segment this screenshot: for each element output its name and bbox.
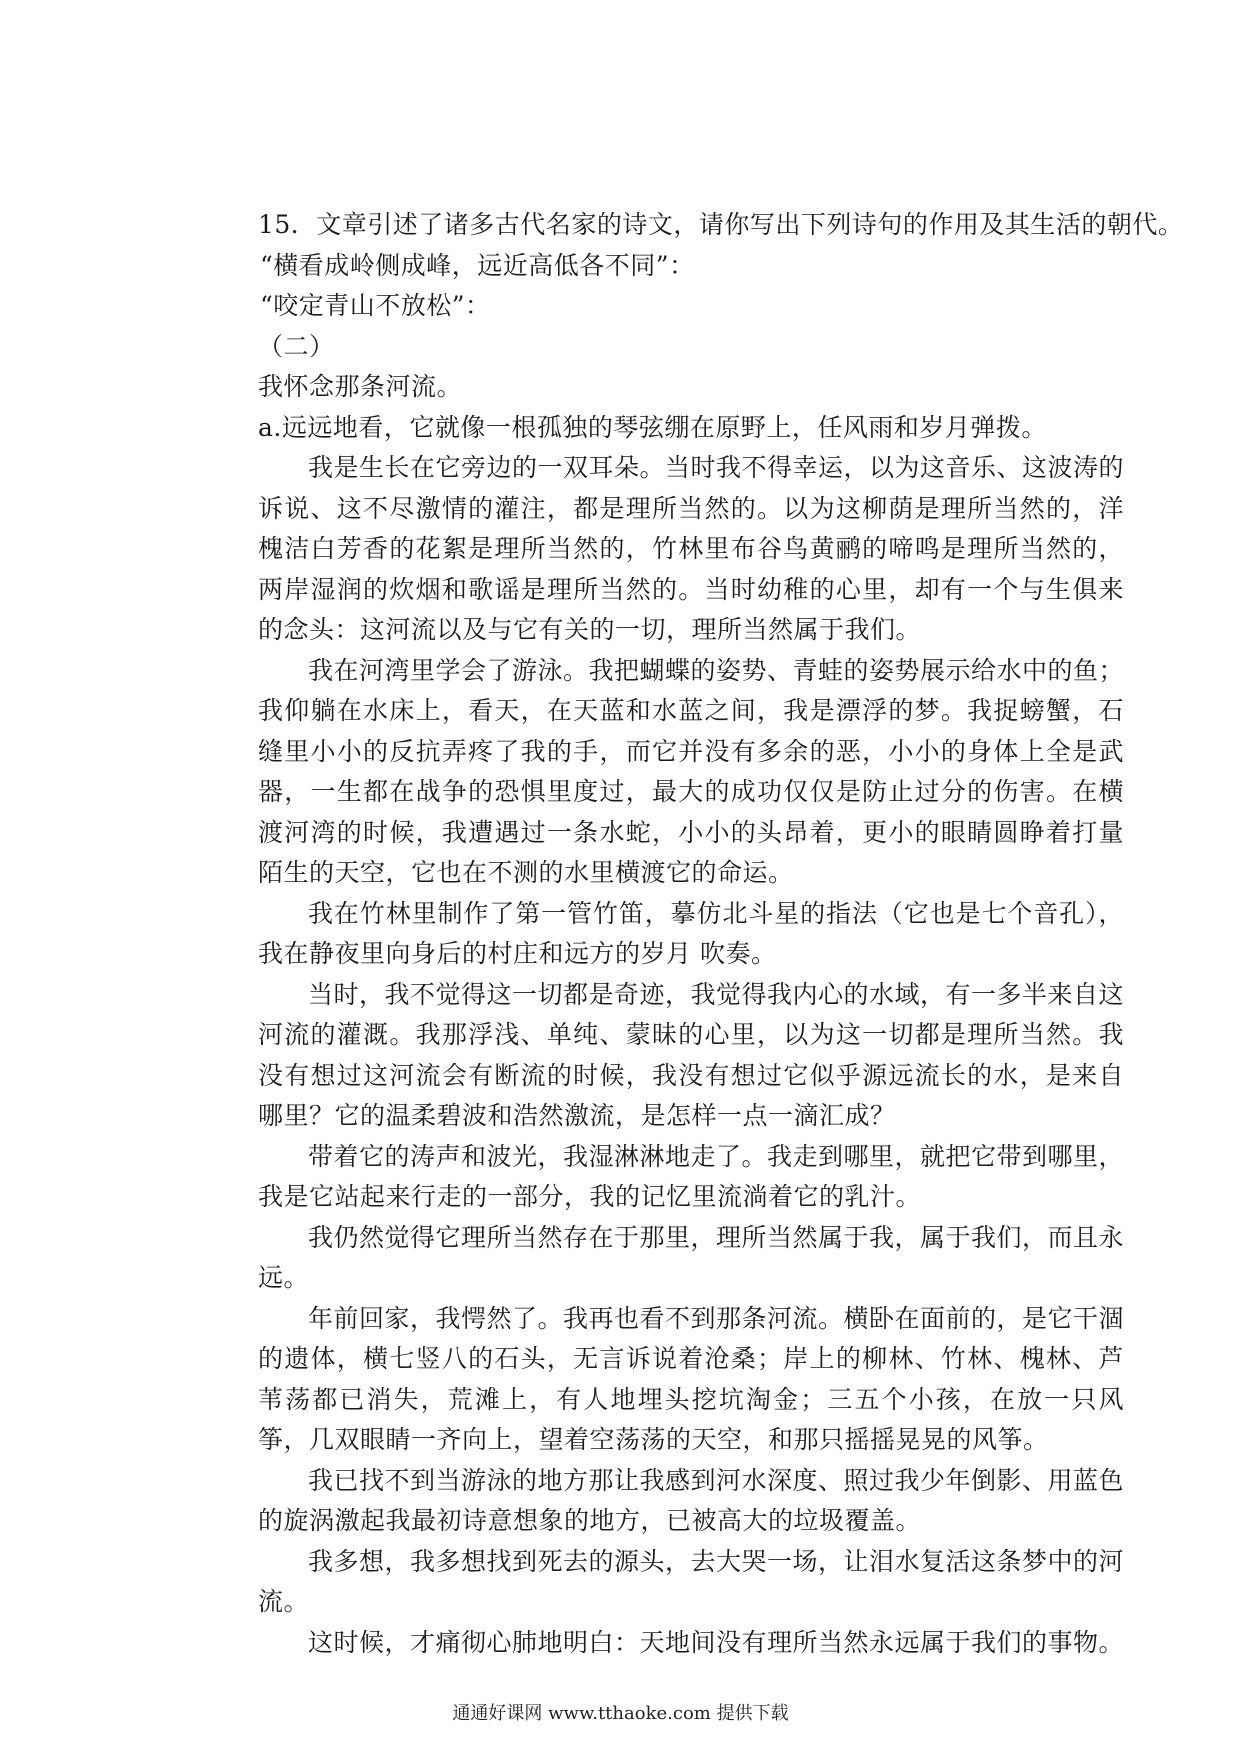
paragraph-2: 我是生长在它旁边的一双耳朵。当时我不得幸运，以为这音乐、这波涛的诉说、这不尽激情的灌注，都是理所当然的。以为这柳荫是理所当然的，洋槐洁白芳香的花絮是理所当然的，竹林里布谷鸟黄鹂的啼鸣是理所当然的，两岸湿润的炊烟和歌谣是理所当然的。当时幼稚的心里，却有一个与生俱来的念头：这河流以及与它有关的一切，理所当然属于我们。 bbox=[258, 453, 1125, 644]
paragraph-6: 带着它的涛声和波光，我湿淋淋地走了。我走到哪里，就把它带到哪里，我是它站起来行走的一部分，我的记忆里流淌着它的乳汁。 bbox=[258, 1141, 1125, 1211]
document-body bbox=[258, 205, 1184, 1663]
paragraph-3: 我在河湾里学会了游泳。我把蝴蝶的姿势、青蛙的姿势展示给水中的鱼；我仰躺在水床上，看天，在天蓝和水蓝之间，我是漂浮的梦。我捉螃蟹，石缝里小小的反抗弄疼了我的手，而它并没有多余的恶，小小的身体上全是武器，一生都在战争的恐惧里度过，最大的成功仅仅是防止过分的伤害。在横渡河湾的时候，我遭遇过一条水蛇，小小的头昂着，更小的眼睛圆睁着打量陌生的天空，它也在不测的水里横渡它的命运。 bbox=[258, 655, 1125, 887]
paragraph-7: 我仍然觉得它理所当然存在于那里，理所当然属于我，属于我们，而且永远。 bbox=[258, 1222, 1125, 1292]
question-prompt: 15．文章引述了诸多古代名家的诗文，请你写出下列诗句的作用及其生活的朝代。 bbox=[258, 210, 1184, 239]
paragraph-1: a.远远地看，它就像一根孤独的琴弦绷在原野上，任风雨和岁月弹拨。 bbox=[258, 412, 1047, 442]
page-footer: 通通好课网 www.tthaoke.com 提供下载 bbox=[452, 1703, 789, 1724]
paragraph-8: 年前回家，我愕然了。我再也看不到那条河流。横卧在面前的，是它干涸的遗体，横七竖八的石头，无言诉说着沧桑；岸上的柳林、竹林、槐林、芦苇荡都已消失，荒滩上，有人地埋头挖坑淘金；三五个小孩，在放一只风筝，几双眼睛一齐向上，望着空荡荡的天空，和那只摇摇晃晃的风筝。 bbox=[258, 1303, 1125, 1454]
paragraph-4: 我在竹林里制作了第一管竹笛，摹仿北斗星的指法（它也是七个音孔），我在静夜里向身后的村庄和远方的岁月 吹奏。 bbox=[258, 898, 1124, 968]
question-line-1: “横看成岭侧成峰，远近高低各不同”： bbox=[260, 250, 695, 280]
paragraph-5: 当时，我不觉得这一切都是奇迹，我觉得我内心的水域，有一多半来自这河流的灌溉。我那浮浅、单纯、蒙昧的心里，以为这一切都是理所当然。我没有想过这河流会有断流的时候，我没有想过它似乎源远流长的水，是来自哪里？它的温柔碧波和浩然激流，是怎样一点一滴汇成？ bbox=[258, 979, 1125, 1130]
section-label: （二） bbox=[258, 331, 335, 361]
question-line-2: “咬定青山不放松”： bbox=[260, 291, 491, 320]
paragraph-10: 我多想，我多想找到死去的源头，去大哭一场，让泪水复活这条梦中的河流。 bbox=[258, 1546, 1125, 1616]
paragraph-9: 我已找不到当游泳的地方那让我感到河水深度、照过我少年倒影、用蓝色的旋涡激起我最初诗意想象的地方，已被高大的垃圾覆盖。 bbox=[258, 1465, 1125, 1535]
paragraph-11: 这时候，才痛彻心肺地明白：天地间没有理所当然永远属于我们的事物。 bbox=[308, 1627, 1125, 1657]
passage-title: 我怀念那条河流。 bbox=[258, 372, 463, 401]
